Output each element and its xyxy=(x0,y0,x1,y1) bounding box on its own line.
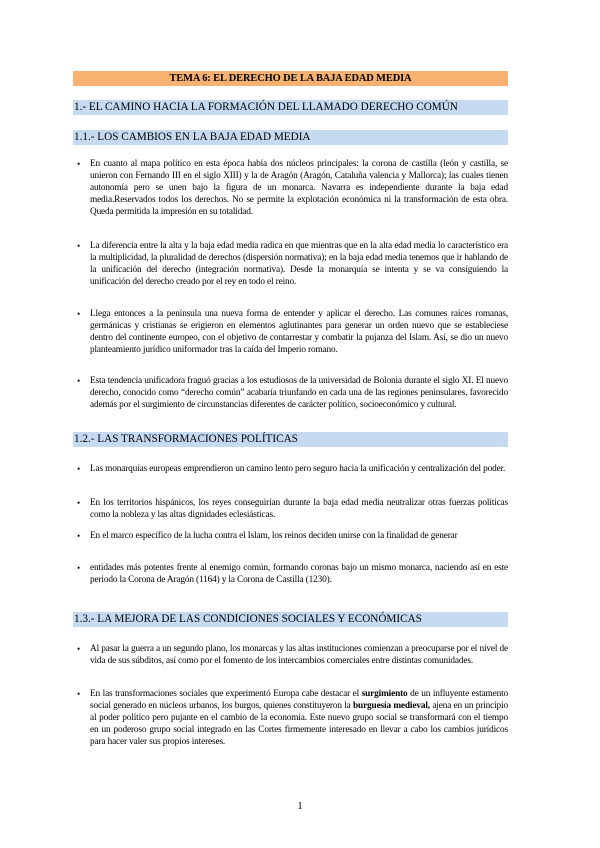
paragraph-text: Al pasar la guerra a un segundo plano, los monarcas y las altas instituciones comienzan a preocuparse por el nivel de vida de sus súbditos, así como por el fomento de los intercambios comerciales entre distintas comunidades. xyxy=(90,644,508,666)
paragraph-text: Las monarquías europeas emprendieron un camino lento pero seguro hacia la unificación y centralización del poder. xyxy=(90,464,506,474)
list-item xyxy=(77,158,508,218)
text-segment: de un influyente estamento social generado en núcleos urbanos, los burgos, quienes constituyeron la xyxy=(90,689,509,711)
list-item xyxy=(77,530,508,542)
list-item xyxy=(77,688,508,748)
paragraph-text xyxy=(90,688,508,748)
bullet-icon: • xyxy=(77,644,81,654)
paragraph-text: En los territorios hispánicos, los reyes conseguirían durante la baja edad media neutralizar otras fuerzas políticas como la nobleza y las altas dignidades eclesiásticas. xyxy=(90,498,508,520)
bullet-icon: • xyxy=(77,498,81,508)
paragraph-text: En cuanto al mapa político en esta época había dos núcleos principales: la corona de castilla (león y castilla, se unieron con Fernando III en el siglo XIII) y la de Aragón (Aragón, Cataluña valencia y Mallorca); las cuales tienen autonomía pero se unen bajo la figura de un monarca. Navarra es independiente durante la baja edad media.Reservados todos los derechos. No se permite la explotación económica ni la transformación de esta obra. Queda permitida la impresión en su totalidad. xyxy=(90,159,508,217)
paragraph-text: La diferencia entre la alta y la baja edad media radica en que mientras que en la alta edad media lo característico era la multiplicidad, la pluralidad de derechos (dispersión normativa); en la baja edad media tenemos que ir hablando de la unificación del derecho (integración normativa). Desde la monarquía se intenta y se va consiguiendo la unificación del derecho creado por el rey en todo el reino. xyxy=(90,241,508,287)
text-segment: En las transformaciones sociales que experimentó Europa cabe destacar el xyxy=(90,689,362,699)
paragraph-text: entidades más potentes frente al enemigo común, formando coronas bajo un mismo monarca, naciendo así en este periodo la Corona de Aragón (1164) y la Corona de Castilla (1230). xyxy=(90,563,508,585)
list-item xyxy=(77,308,508,356)
bullet-icon: • xyxy=(77,376,81,386)
paragraph-text: Esta tendencia unificadora fraguó gracias a los estudiosos de la universidad de Bolonia durante el siglo XI. El nuevo derecho, conocido como “derecho común” acabaría triunfando en cada una de las regiones peninsulares, favorecido además por el surgimiento de circunstancias diferentes de carácter político, socioeconómico y cultural. xyxy=(90,376,508,410)
bold-term: surgimiento xyxy=(361,689,408,699)
bullet-icon: • xyxy=(77,309,81,319)
document-title: TEMA 6: EL DERECHO DE LA BAJA EDAD MEDIA xyxy=(73,71,508,86)
section-heading-1-3: 1.3.- LA MEJORA DE LAS CONDICIONES SOCIALES Y ECONÓMICAS xyxy=(73,612,508,627)
bullet-icon: • xyxy=(77,464,81,474)
list-item xyxy=(77,463,508,475)
bullet-icon: • xyxy=(77,563,81,573)
bullet-icon: • xyxy=(77,531,81,541)
bold-term: burguesía medieval, xyxy=(353,701,430,711)
text-segment: ajena en un principio al poder político pero pujante en el cambio de la economía. Este nuevo grupo social se transformará con el tiempo en un poderoso grupo social integrado en las Cortes firmemente interesado en llevar a cabo los cambios jurídicos para hacer valer sus propios intereses. xyxy=(90,701,508,747)
list-item xyxy=(77,240,508,288)
bullet-icon: • xyxy=(77,159,81,169)
bullet-icon: • xyxy=(77,689,81,699)
list-item xyxy=(77,562,508,586)
section-heading-1: 1.- EL CAMINO HACIA LA FORMACIÓN DEL LLAMADO DERECHO COMÚN xyxy=(73,100,508,115)
paragraph-text: En el marco específico de la lucha contra el Islam, los reinos deciden unirse con la finalidad de generar xyxy=(90,531,458,541)
list-item xyxy=(77,375,508,411)
paragraph-text: Llega entonces a la península una nueva forma de entender y aplicar el derecho. Las comunes raíces romanas, germánicas y cristianas se erigieron en elementos aglutinantes para generar un orden nuevo que se estableciese dentro del continente europeo, con el objetivo de contarrestar y combatir la pujanza del Islam. Así, se dio un nuevo planteamiento jurídico uniformador tras la caída del Imperio romano. xyxy=(90,309,508,355)
bullet-icon: • xyxy=(77,241,81,251)
page-number: 1 xyxy=(297,800,303,812)
section-heading-1-2: 1.2.- LAS TRANSFORMACIONES POLÍTICAS xyxy=(73,432,508,447)
list-item xyxy=(77,643,508,667)
section-heading-1-1: 1.1.- LOS CAMBIOS EN LA BAJA EDAD MEDIA xyxy=(73,130,508,145)
list-item xyxy=(77,497,508,521)
